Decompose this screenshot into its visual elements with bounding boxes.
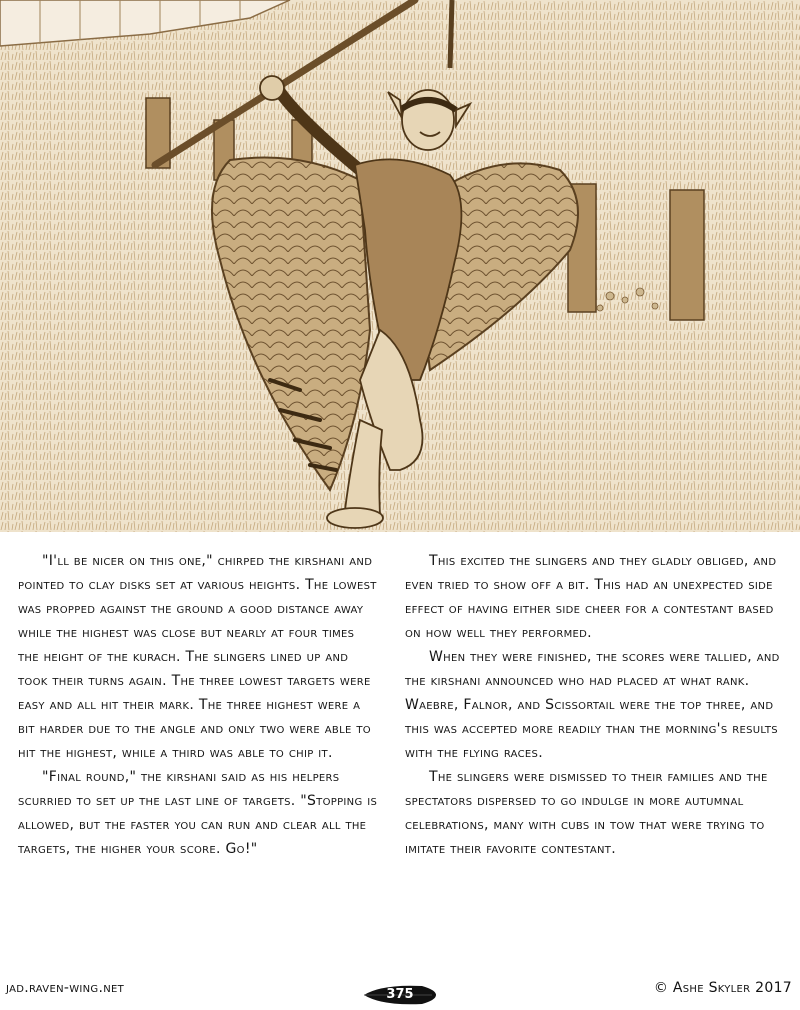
rope <box>450 0 452 68</box>
text-column-right <box>405 549 783 861</box>
paragraph: "Final round," the kirshani said as his helpers scurried to set up the last line of targets. "Stopping is allowed, but the faster you can run and clear all the targets, the higher your score. Go!" <box>18 769 378 857</box>
paragraph: "I'll be nicer on this one," chirped the kirshani and pointed to clay disks set at various heights. The lowest was propped against the ground a good distance away while the highest was close but nearly at four times the height of the kurach. The slingers lined up and took their turns again. The three lowest targets were easy and all hit their mark. The three highest were a bit harder due to the angle and only two were able to hit the highest, while a third was able to chip it. <box>18 553 377 761</box>
site-link[interactable]: jad.raven-wing.net <box>6 980 125 996</box>
copyright: © Ashe Skyler 2017 <box>653 980 792 996</box>
paragraph: This excited the slingers and they gladly obliged, and even tried to show off a bit. This had an unexpected side effect of having either side cheer for a contestant based on how well they performed. <box>405 553 777 641</box>
paragraph: When they were finished, the scores were tallied, and the kirshani announced who had placed at what rank. Waebre, Falnor, and Scissortail were the top three, and this was accepted more readily than the morning's results with the flying races. <box>405 649 780 761</box>
page-number: 375 <box>386 987 414 1002</box>
text-column-left <box>18 549 378 861</box>
paragraph: The slingers were dismissed to their families and the spectators dispersed to go indulge in more autumnal celebrations, many with cubs in tow that were trying to imitate their favorite contestant. <box>405 769 768 857</box>
